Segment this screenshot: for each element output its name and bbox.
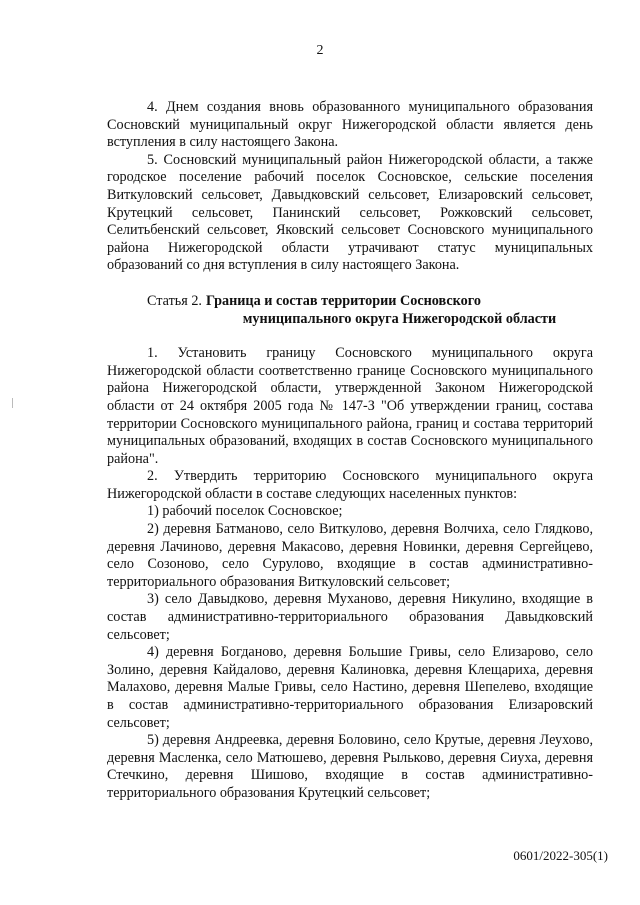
margin-mark: [12, 398, 13, 408]
paragraph-item-5: 5. Сосновский муниципальный район Нижегородской области, а также городское поселение рабочий поселок Сосновское, сельские поселения Виткуловский сельсовет, Давыдковский сельсовет, Елизаровский сельсовет, Крутецкий сельсовет, Панинский сельсовет, Рожковский сельсовет, Селитьбенский сельсовет, Яковский сельсовет Сосновского муниципального района Нижегородской области утрачивают статус муниципальных образований со дня вступления в силу настоящего Закона.: [107, 151, 593, 274]
page-number: 2: [316, 43, 324, 58]
article-title: [206, 293, 593, 328]
article-title-line-1: Граница и состав территории Сосновского: [205, 292, 481, 309]
article-label: Статья 2.: [147, 292, 202, 309]
article-heading: [107, 293, 593, 328]
list-item-settlement-3: 3) село Давыдково, деревня Муханово, деревня Никулино, входящие в состав административно-территориального образования Давыдковский сельсовет;: [107, 591, 593, 643]
paragraph-territory: 2. Утвердить территорию Сосновского муниципального округа Нижегородской области в составе следующих населенных пунктов:: [107, 468, 593, 502]
paragraph-boundary: 1. Установить границу Сосновского муниципального округа Нижегородской области соответственно границе Сосновского муниципального района Нижегородской области, утвержденной Законом Нижегородской области от 24 октября 2005 года № 147-З "Об утверждении границ, состава территории Сосновского муниципального района, границ и состава территорий муниципальных образований, входящих в состав Сосновского муниципального района".: [107, 345, 593, 467]
list-item-settlement-2: 2) деревня Батманово, село Виткулово, деревня Волчиха, село Глядково, деревня Лачиново, деревня Макасово, деревня Новинки, деревня Сергейцево, село Созоново, село Сурулово, входящие в состав административно-территориального образования Виткуловский сельсовет;: [107, 521, 593, 590]
list-item-settlement-4: 4) деревня Богданово, деревня Большие Гривы, село Елизарово, село Золино, деревня Кайдалово, деревня Калиновка, деревня Клещариха, деревня Малахово, деревня Малые Гривы, село Настино, деревня Шепелево, входящие в состав административно-территориального образования Елизаровский сельсовет;: [107, 644, 593, 731]
document-body: [107, 99, 593, 803]
document-code: 0601/2022-305(1): [513, 848, 608, 863]
list-item-settlement-1: 1) рабочий поселок Сосновское;: [147, 503, 343, 520]
paragraph-item-4: 4. Днем создания вновь образованного муниципального образования Сосновский муниципальный округ Нижегородской области является день вступления в силу настоящего Закона.: [107, 99, 593, 151]
list-item-settlement-5: 5) деревня Андреевка, деревня Боловино, село Крутые, деревня Леухово, деревня Масленка, село Матюшево, деревня Рыльково, деревня Сиуха, деревня Стечкино, деревня Шишово, входящие в состав административно-территориального образования Крутецкий сельсовет;: [107, 732, 593, 801]
article-title-line-2: муниципального округа Нижегородской области: [242, 310, 557, 327]
